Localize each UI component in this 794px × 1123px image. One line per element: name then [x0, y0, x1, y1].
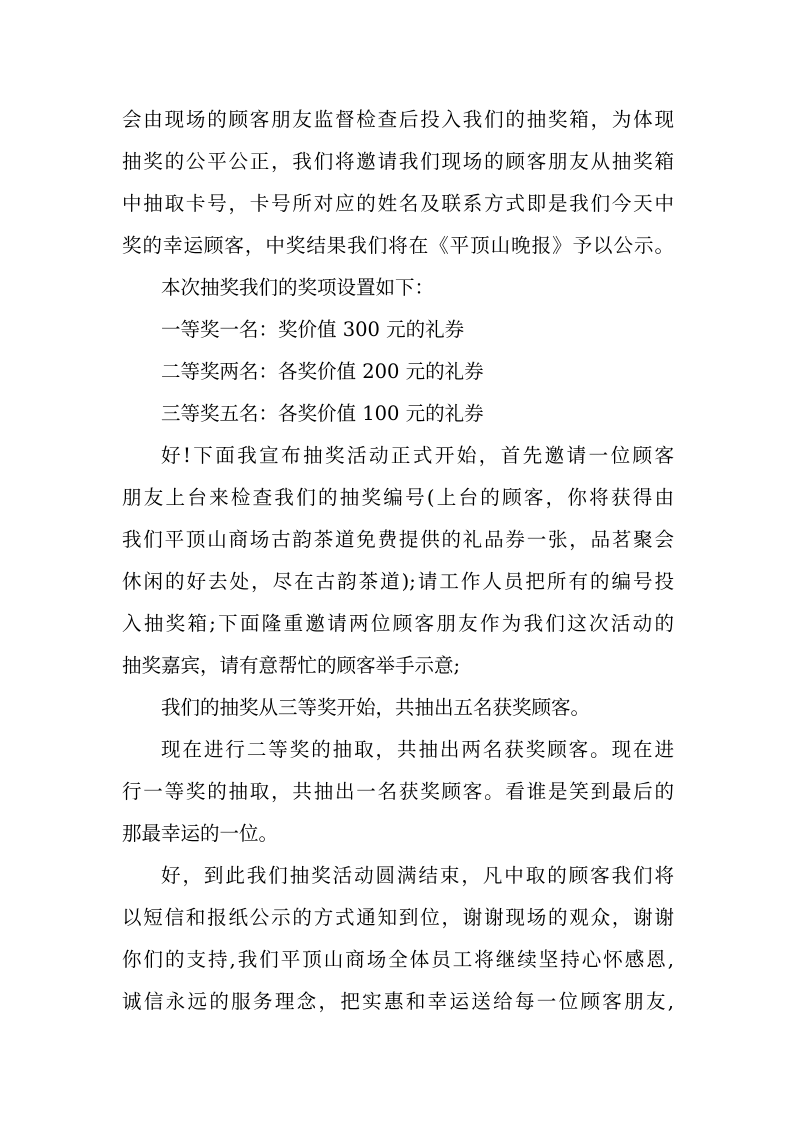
paragraph-1: [122, 99, 674, 267]
text-line: 我们的抽奖从三等奖开始，共抽出五名获奖顾客。: [161, 696, 591, 719]
text-line: 那最幸运的一位。: [122, 822, 279, 845]
text-line: 我们平顶山商场古韵茶道免费提供的礼品券一张，品茗聚会: [122, 528, 674, 551]
text-line: 以短信和报纸公示的方式通知到位，谢谢现场的观众，谢谢: [122, 906, 674, 929]
text-line: 好!下面我宣布抽奖活动正式开始，首先邀请一位顾客: [161, 444, 674, 467]
text-line: 现在进行二等奖的抽取，共抽出两名获奖顾客。现在进: [161, 738, 674, 761]
text-line: 抽奖嘉宾，请有意帮忙的顾客举手示意;: [122, 654, 461, 677]
text-line: 抽奖的公平公正，我们将邀请我们现场的顾客朋友从抽奖箱: [122, 150, 674, 173]
text-line: 二等奖两名：各奖价值 200 元的礼券: [161, 360, 484, 383]
text-line: 三等奖五名：各奖价值 100 元的礼券: [161, 402, 484, 425]
text-line: 诚信永远的服务理念，把实惠和幸运送给每一位顾客朋友,: [122, 990, 674, 1013]
paragraph-second-first-draw: [122, 729, 674, 855]
text-line: 你们的支持,我们平顶山商场全体员工将继续坚持心怀感恩,: [122, 948, 674, 971]
text-line: 一等奖一名：奖价值 300 元的礼券: [161, 318, 465, 341]
prize-third: [122, 393, 674, 435]
text-line: 好，到此我们抽奖活动圆满结束，凡中取的顾客我们将: [161, 864, 674, 887]
paragraph-start: [122, 435, 674, 687]
paragraph-closing: [122, 855, 674, 1023]
text-line: 会由现场的顾客朋友监督检查后投入我们的抽奖箱，为体现: [122, 108, 674, 131]
text-line: 入抽奖箱;下面隆重邀请两位顾客朋友作为我们这次活动的: [122, 612, 674, 635]
text-line: 休闲的好去处，尽在古韵茶道);请工作人员把所有的编号投: [122, 570, 674, 593]
text-line: 中抽取卡号，卡号所对应的姓名及联系方式即是我们今天中: [122, 192, 674, 215]
text-line: 朋友上台来检查我们的抽奖编号(上台的顾客，你将获得由: [122, 486, 674, 509]
paragraph-third-draw: [122, 687, 674, 729]
prize-second: [122, 351, 674, 393]
text-line: 奖的幸运顾客，中奖结果我们将在《平顶山晚报》予以公示。: [122, 234, 674, 257]
paragraph-prize-intro: [122, 267, 674, 309]
text-line: 行一等奖的抽取，共抽出一名获奖顾客。看谁是笑到最后的: [122, 780, 674, 803]
prize-first: [122, 309, 674, 351]
document-body: [122, 99, 674, 1023]
text-line: 本次抽奖我们的奖项设置如下：: [161, 276, 435, 299]
